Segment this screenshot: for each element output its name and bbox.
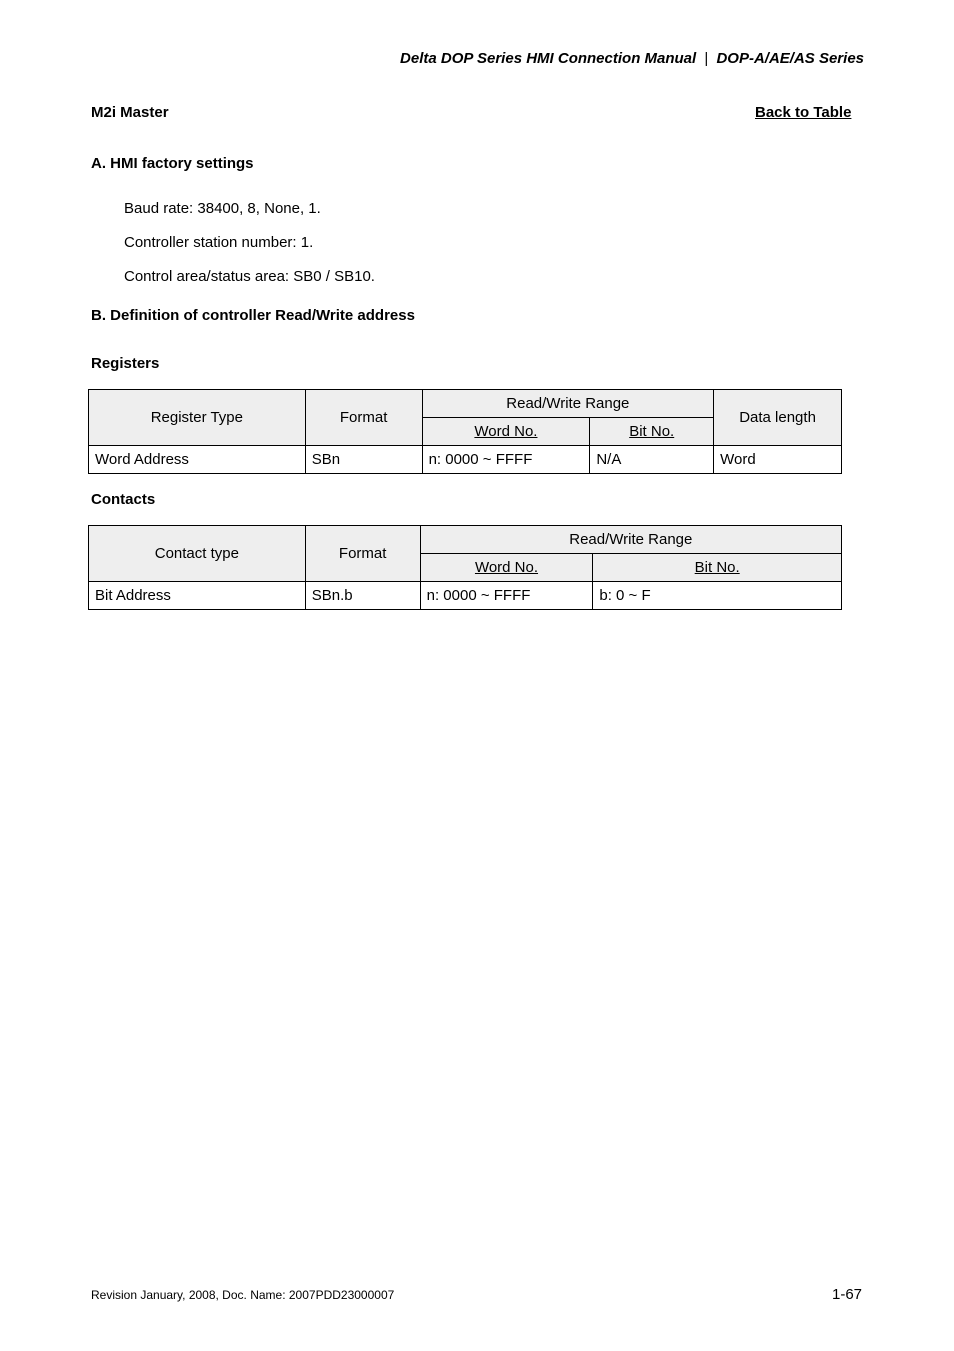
col-bit-no: Bit No. bbox=[590, 418, 714, 446]
cell-contact-type: Bit Address bbox=[89, 582, 306, 610]
contacts-heading: Contacts bbox=[91, 491, 156, 508]
col-register-type: Register Type bbox=[89, 390, 306, 446]
cell-word-range: n: 0000 ~ FFFF bbox=[422, 446, 590, 474]
cell-data-length: Word bbox=[714, 446, 842, 474]
col-read-write-range: Read/Write Range bbox=[420, 526, 841, 554]
cell-bit-range: N/A bbox=[590, 446, 714, 474]
footer-revision: Revision January, 2008, Doc. Name: 2007PDD23000007 bbox=[91, 1288, 395, 1302]
col-bit-no: Bit No. bbox=[593, 554, 842, 582]
cell-bit-range: b: 0 ~ F bbox=[593, 582, 842, 610]
cell-word-range: n: 0000 ~ FFFF bbox=[420, 582, 593, 610]
registers-heading: Registers bbox=[91, 355, 160, 372]
col-contact-type: Contact type bbox=[89, 526, 306, 582]
cell-register-type: Word Address bbox=[89, 446, 306, 474]
back-to-table-link[interactable]: Back to Table bbox=[755, 104, 852, 121]
manual-header bbox=[400, 50, 864, 67]
registers-header-row bbox=[89, 390, 842, 418]
cell-format: SBn bbox=[305, 446, 422, 474]
setting-station-number: Controller station number: 1. bbox=[124, 234, 314, 251]
table-row bbox=[89, 582, 842, 610]
col-word-no: Word No. bbox=[420, 554, 593, 582]
registers-table bbox=[88, 389, 842, 474]
header-separator: | bbox=[704, 50, 709, 67]
contacts-header-row bbox=[89, 526, 842, 554]
page-number: 1-67 bbox=[832, 1286, 863, 1303]
factory-settings-heading: A. HMI factory settings bbox=[91, 155, 254, 172]
col-format: Format bbox=[305, 526, 420, 582]
col-read-write-range: Read/Write Range bbox=[422, 390, 714, 418]
cell-format: SBn.b bbox=[305, 582, 420, 610]
setting-baud-rate: Baud rate: 38400, 8, None, 1. bbox=[124, 200, 321, 217]
manual-title: Delta DOP Series HMI Connection Manual bbox=[400, 50, 697, 67]
definition-heading: B. Definition of controller Read/Write address bbox=[91, 307, 415, 324]
table-row bbox=[89, 446, 842, 474]
col-word-no: Word No. bbox=[422, 418, 590, 446]
col-data-length: Data length bbox=[714, 390, 842, 446]
contacts-table bbox=[88, 525, 842, 610]
setting-control-area: Control area/status area: SB0 / SB10. bbox=[124, 268, 375, 285]
col-format: Format bbox=[305, 390, 422, 446]
section-title: M2i Master bbox=[91, 104, 169, 121]
manual-series: DOP-A/AE/AS Series bbox=[716, 50, 864, 67]
